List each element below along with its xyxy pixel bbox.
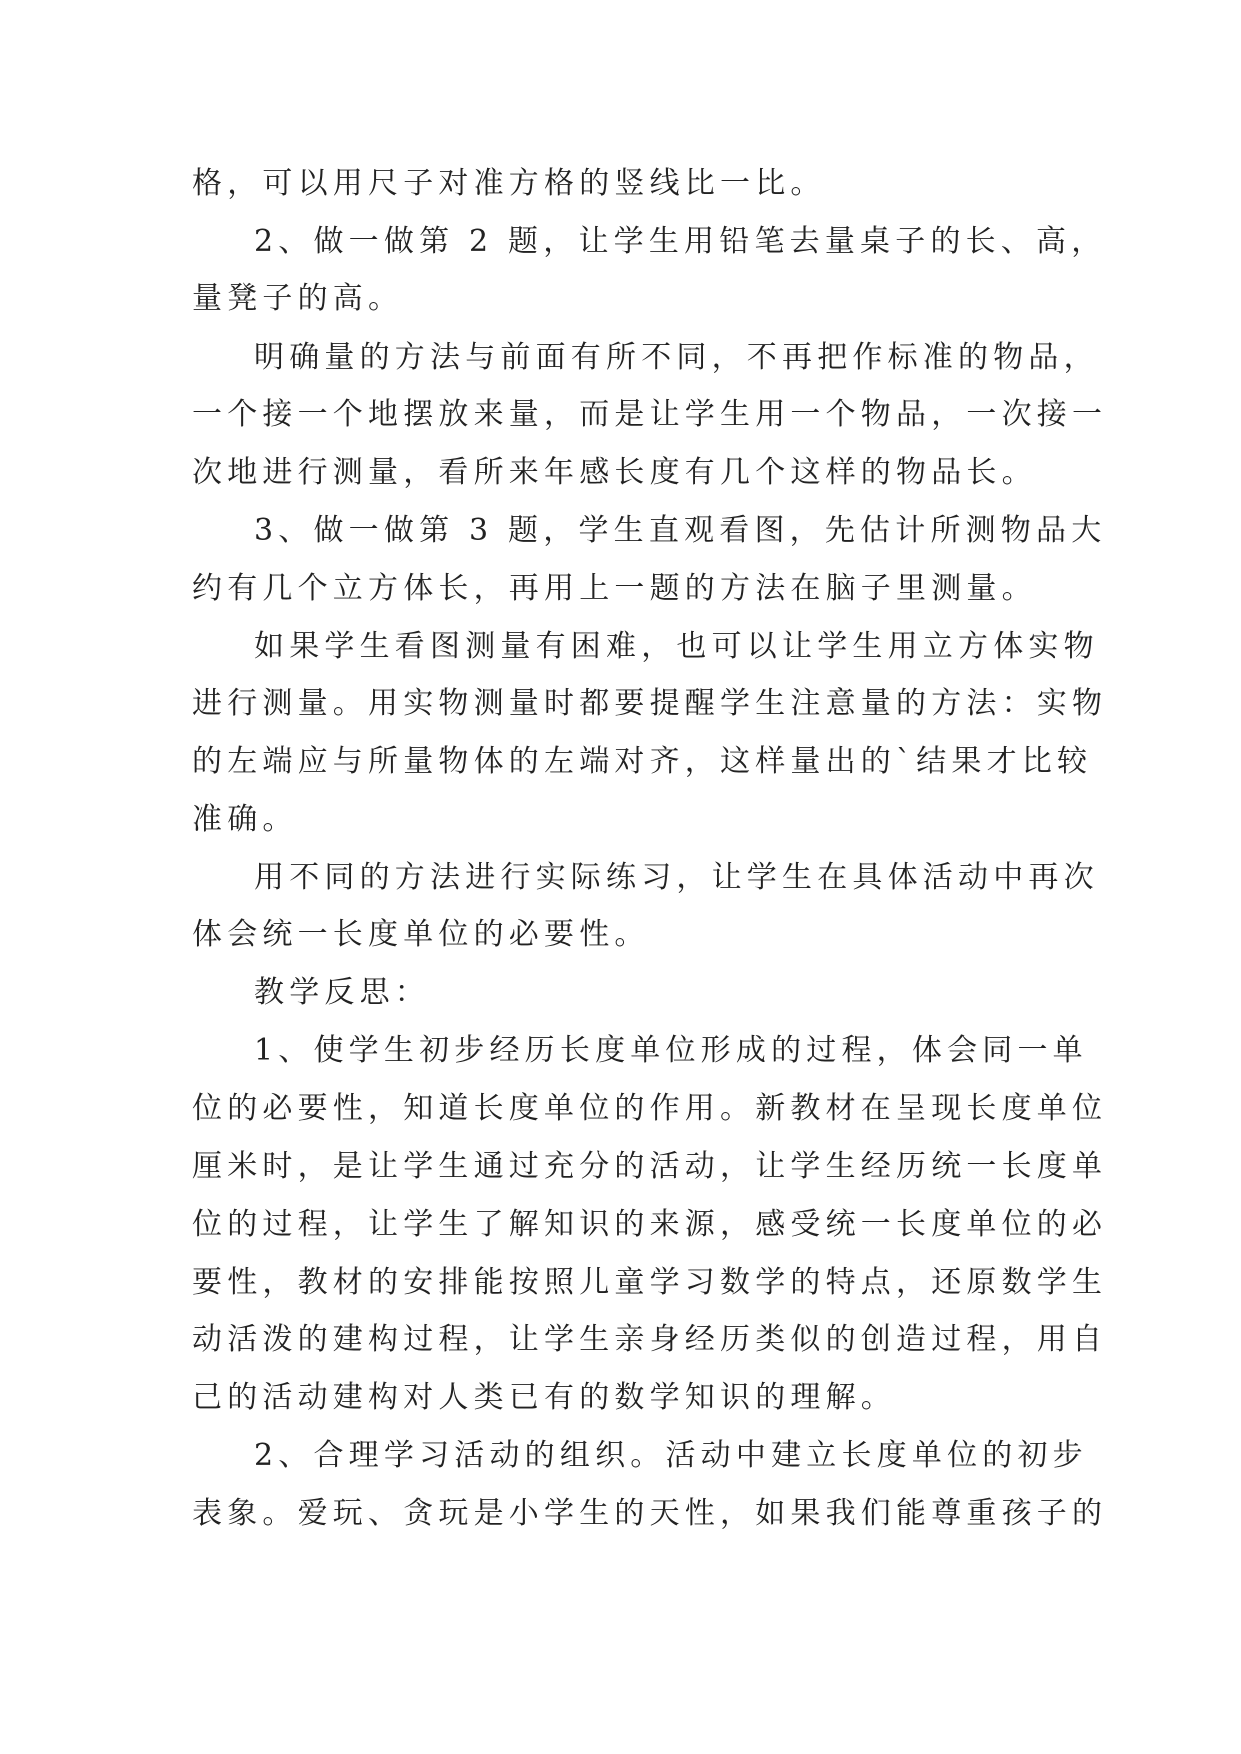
text-line: 3、做一做第 3 题，学生直观看图，先估计所测物品大	[254, 513, 1107, 548]
text-line: 格，可以用尺子对准方格的竖线比一比。	[192, 166, 826, 201]
text-line: 约有几个立方体长，再用上一题的方法在脑子里测量。	[192, 571, 1037, 606]
text-line: 量凳子的高。	[192, 281, 404, 316]
text-line: 表象。爱玩、贪玩是小学生的天性，如果我们能尊重孩子的	[192, 1496, 1108, 1531]
text-line: 己的活动建构对人类已有的数学知识的理解。	[192, 1380, 896, 1415]
text-line: 用不同的方法进行实际练习，让学生在具体活动中再次	[254, 860, 1099, 895]
section-heading: 教学反思：	[254, 975, 430, 1010]
text-line: 1、使学生初步经历长度单位形成的过程，体会同一单	[254, 1033, 1088, 1068]
text-line: 明确量的方法与前面有所不同，不再把作标准的物品，	[254, 340, 1099, 375]
text-line: 进行测量。用实物测量时都要提醒学生注意量的方法：实物	[192, 686, 1108, 721]
text-line: 位的过程，让学生了解知识的来源，感受统一长度单位的必	[192, 1207, 1108, 1242]
text-line: 2、做一做第 2 题，让学生用铅笔去量桌子的长、高，	[254, 224, 1107, 259]
text-line: 的左端应与所量物体的左端对齐，这样量出的`结果才比较	[192, 744, 1093, 779]
text-line: 如果学生看图测量有困难，也可以让学生用立方体实物	[254, 629, 1099, 664]
text-line: 厘米时，是让学生通过充分的活动，让学生经历统一长度单	[192, 1149, 1108, 1184]
text-line: 要性，教材的安排能按照儿童学习数学的特点，还原数学生	[192, 1265, 1108, 1300]
text-line: 2、合理学习活动的组织。活动中建立长度单位的初步	[254, 1438, 1088, 1473]
text-line: 一个接一个地摆放来量，而是让学生用一个物品，一次接一	[192, 397, 1108, 432]
text-line: 次地进行测量，看所来年感长度有几个这样的物品长。	[192, 455, 1037, 490]
text-line: 体会统一长度单位的必要性。	[192, 917, 650, 952]
text-line: 动活泼的建构过程，让学生亲身经历类似的创造过程，用自	[192, 1322, 1108, 1357]
text-line: 位的必要性，知道长度单位的作用。新教材在呈现长度单位	[192, 1091, 1108, 1126]
text-line: 准确。	[192, 802, 298, 837]
